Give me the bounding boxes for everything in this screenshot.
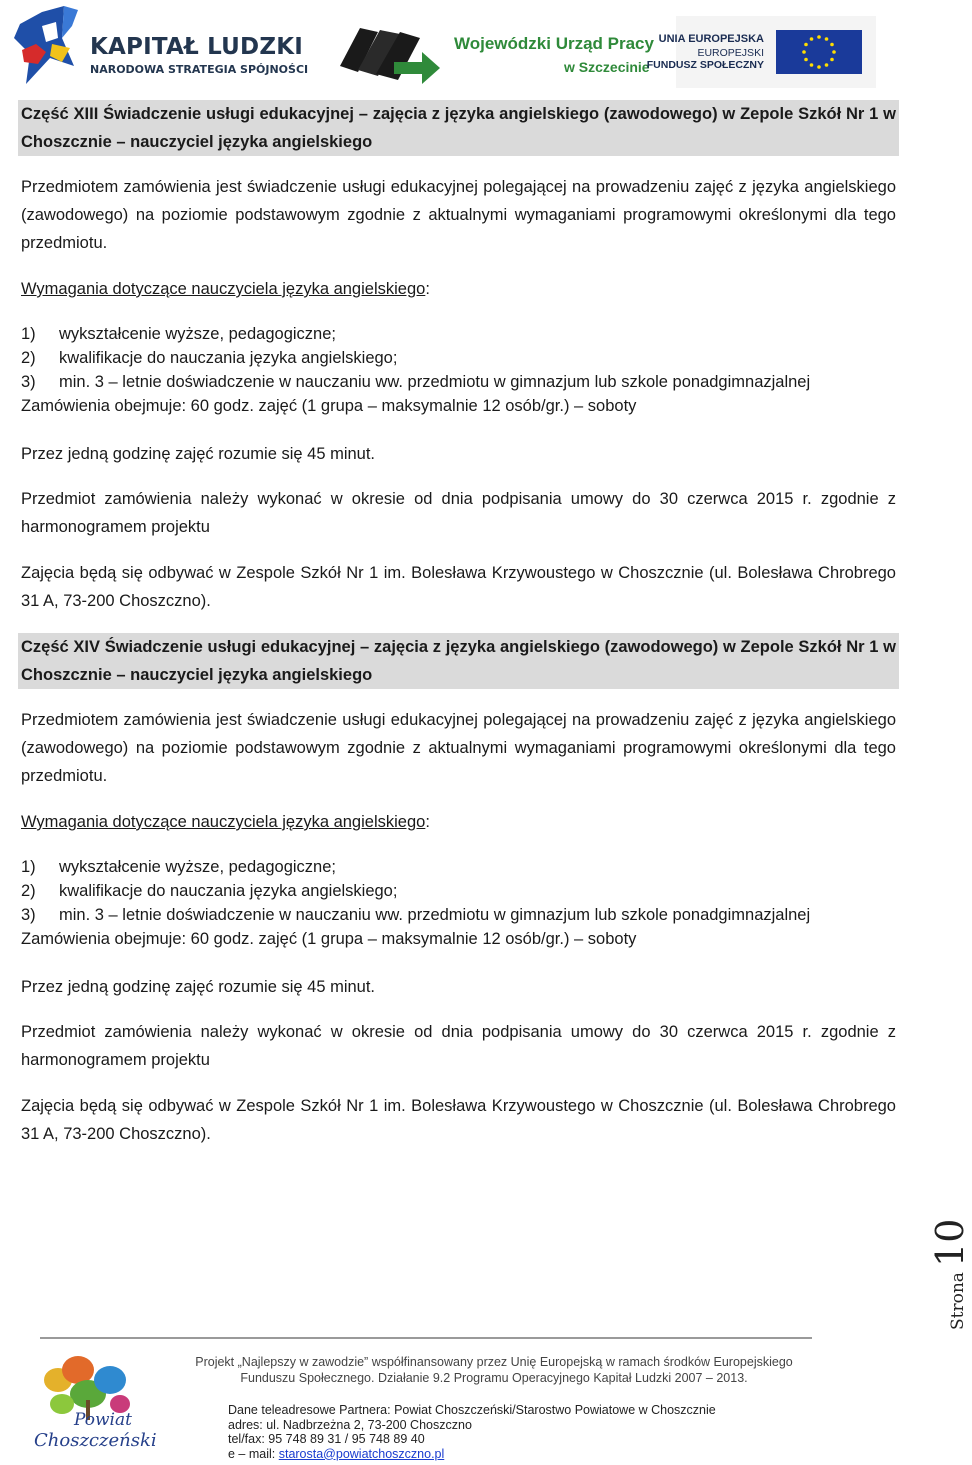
requirements-title-text: Wymagania dotyczące nauczyciela języka angielskiego <box>21 813 426 831</box>
wup-city: w Szczecinie <box>564 59 650 75</box>
wup-cards-icon <box>338 22 442 84</box>
list-item-text: min. 3 – letnie doświadczenie w nauczaniu ww. przedmiotu w gimnazjum lub szkole ponadgimnazjalnej <box>59 906 811 924</box>
list-item <box>21 903 896 927</box>
requirements-title-colon: : <box>425 280 430 298</box>
scope-line: Zamówienia obejmuje: 60 godz. zajęć (1 grupa – maksymalnie 12 osób/gr.) – soboty <box>21 930 637 948</box>
location-paragraph: Zajęcia będą się odbywać w Zespole Szkół Nr 1 im. Bolesława Krzywoustego w Choszcznie (ul. Bolesława Chrobrego 31 A, 73-200 Choszczno). <box>21 564 896 610</box>
page-number-label: Strona <box>948 1272 968 1330</box>
kapital-ludzki-logo <box>12 4 309 92</box>
page-header <box>0 0 960 96</box>
eu-logo <box>646 16 876 88</box>
eu-subtitle: EUROPEJSKI <box>697 47 764 59</box>
footer-partner: Dane teleadresowe Partnera: Powiat Choszczeński/Starostwo Powiatowe w Choszcznie <box>228 1403 716 1417</box>
part-xiv <box>21 633 896 1148</box>
list-item-number: 2) <box>21 349 36 367</box>
eu-title: UNIA EUROPEJSKA <box>658 33 764 45</box>
list-item-number: 2) <box>21 882 36 900</box>
requirements-title <box>21 275 896 303</box>
footer-project-info <box>164 1354 824 1386</box>
deadline-paragraph: Przedmiot zamówienia należy wykonać w okresie od dnia podpisania umowy do 30 czerwca 2015 r. zgodnie z harmonogramem projektu <box>21 1023 896 1069</box>
eu-fund: FUNDUSZ SPOŁECZNY <box>646 59 764 71</box>
document-body <box>21 100 896 1148</box>
scope-line: Zamówienia obejmuje: 60 godz. zajęć (1 grupa – maksymalnie 12 osób/gr.) – soboty <box>21 397 637 415</box>
list-item <box>21 370 896 394</box>
footer-phone: tel/fax: 95 748 89 31 / 95 748 89 40 <box>228 1432 425 1446</box>
footer-project-line2: Funduszu Społecznego. Działanie 9.2 Programu Operacyjnego Kapitał Ludzki 2007 – 2013. <box>240 1371 748 1385</box>
powiat-logo-line1: Powiat <box>74 1410 132 1430</box>
list-item-text: wykształcenie wyższe, pedagogiczne; <box>59 858 336 876</box>
requirements-title <box>21 808 896 836</box>
list-item <box>21 322 896 346</box>
footer-email-link[interactable]: starosta@powiatchoszczno.pl <box>278 1446 445 1461</box>
hour-definition: Przez jedną godzinę zajęć rozumie się 45 minut. <box>21 445 376 463</box>
requirements-title-text: Wymagania dotyczące nauczyciela języka angielskiego <box>21 280 426 298</box>
wup-title: Wojewódzki Urząd Pracy <box>454 34 654 53</box>
footer-address: adres: ul. Nadbrzeżna 2, 73-200 Choszczno <box>228 1417 472 1432</box>
part-heading: Część XIII Świadczenie usługi edukacyjnej – zajęcia z języka angielskiego (zawodowego) w Zepole Szkół Nr 1 w Choszcznie – nauczyciel języka angielskiego <box>18 100 899 156</box>
list-item-text: kwalifikacje do nauczania języka angielskiego; <box>59 882 398 900</box>
kapital-ludzki-star-icon <box>12 4 82 92</box>
list-item-number: 3) <box>21 906 36 924</box>
hour-definition: Przez jedną godzinę zajęć rozumie się 45 minut. <box>21 978 376 996</box>
list-item-number: 1) <box>21 858 36 876</box>
kapital-ludzki-subtitle: NARODOWA STRATEGIA SPÓJNOŚCI <box>90 63 309 76</box>
page-number-rotated <box>928 1219 972 1330</box>
list-item-number: 1) <box>21 325 36 343</box>
footer-project-line1: Projekt „Najlepszy w zawodzie” współfinansowany przez Unię Europejską w ramach środków Europejskiego <box>195 1355 793 1369</box>
subject-paragraph: Przedmiotem zamówienia jest świadczenie usługi edukacyjnej polegającej na prowadzeniu zajęć z języka angielskiego (zawodowego) na poziomie podstawowym zgodnie z aktualnymi wymaganiami programowymi określonymi dla tego przedmiotu. <box>21 178 896 252</box>
footer-email-label: e – mail: <box>228 1446 279 1461</box>
footer-email-line <box>228 1447 788 1462</box>
list-item-text: min. 3 – letnie doświadczenie w nauczaniu ww. przedmiotu w gimnazjum lub szkole ponadgimnazjalnej <box>59 373 811 391</box>
location-paragraph: Zajęcia będą się odbywać w Zespole Szkół Nr 1 im. Bolesława Krzywoustego w Choszcznie (ul. Bolesława Chrobrego 31 A, 73-200 Choszczno). <box>21 1097 896 1143</box>
list-item <box>21 879 896 903</box>
list-item-text: wykształcenie wyższe, pedagogiczne; <box>59 325 336 343</box>
subject-paragraph: Przedmiotem zamówienia jest świadczenie usługi edukacyjnej polegającej na prowadzeniu zajęć z języka angielskiego (zawodowego) na poziomie podstawowym zgodnie z aktualnymi wymaganiami programowymi określonymi dla tego przedmiotu. <box>21 711 896 785</box>
kapital-ludzki-title: KAPITAŁ LUDZKI <box>90 34 303 60</box>
footer-divider <box>40 1337 812 1339</box>
requirements-list <box>21 322 896 394</box>
part-heading: Część XIV Świadczenie usługi edukacyjnej – zajęcia z języka angielskiego (zawodowego) w Zepole Szkół Nr 1 w Choszcznie – nauczyciel języka angielskiego <box>18 633 899 689</box>
list-item <box>21 855 896 879</box>
list-item-text: kwalifikacje do nauczania języka angielskiego; <box>59 349 398 367</box>
requirements-list <box>21 855 896 927</box>
wup-logo <box>338 22 658 86</box>
page-number-value: 10 <box>928 1218 972 1267</box>
list-item-number: 3) <box>21 373 36 391</box>
powiat-choszczenski-logo <box>30 1350 157 1452</box>
requirements-title-colon: : <box>425 813 430 831</box>
eu-flag-icon <box>776 30 862 74</box>
part-xiii <box>21 100 896 615</box>
list-item <box>21 346 896 370</box>
page-number <box>928 1210 972 1330</box>
footer-partner-contact <box>228 1403 788 1461</box>
powiat-logo-line2: Choszczeński <box>34 1430 157 1451</box>
deadline-paragraph: Przedmiot zamówienia należy wykonać w okresie od dnia podpisania umowy do 30 czerwca 2015 r. zgodnie z harmonogramem projektu <box>21 490 896 536</box>
